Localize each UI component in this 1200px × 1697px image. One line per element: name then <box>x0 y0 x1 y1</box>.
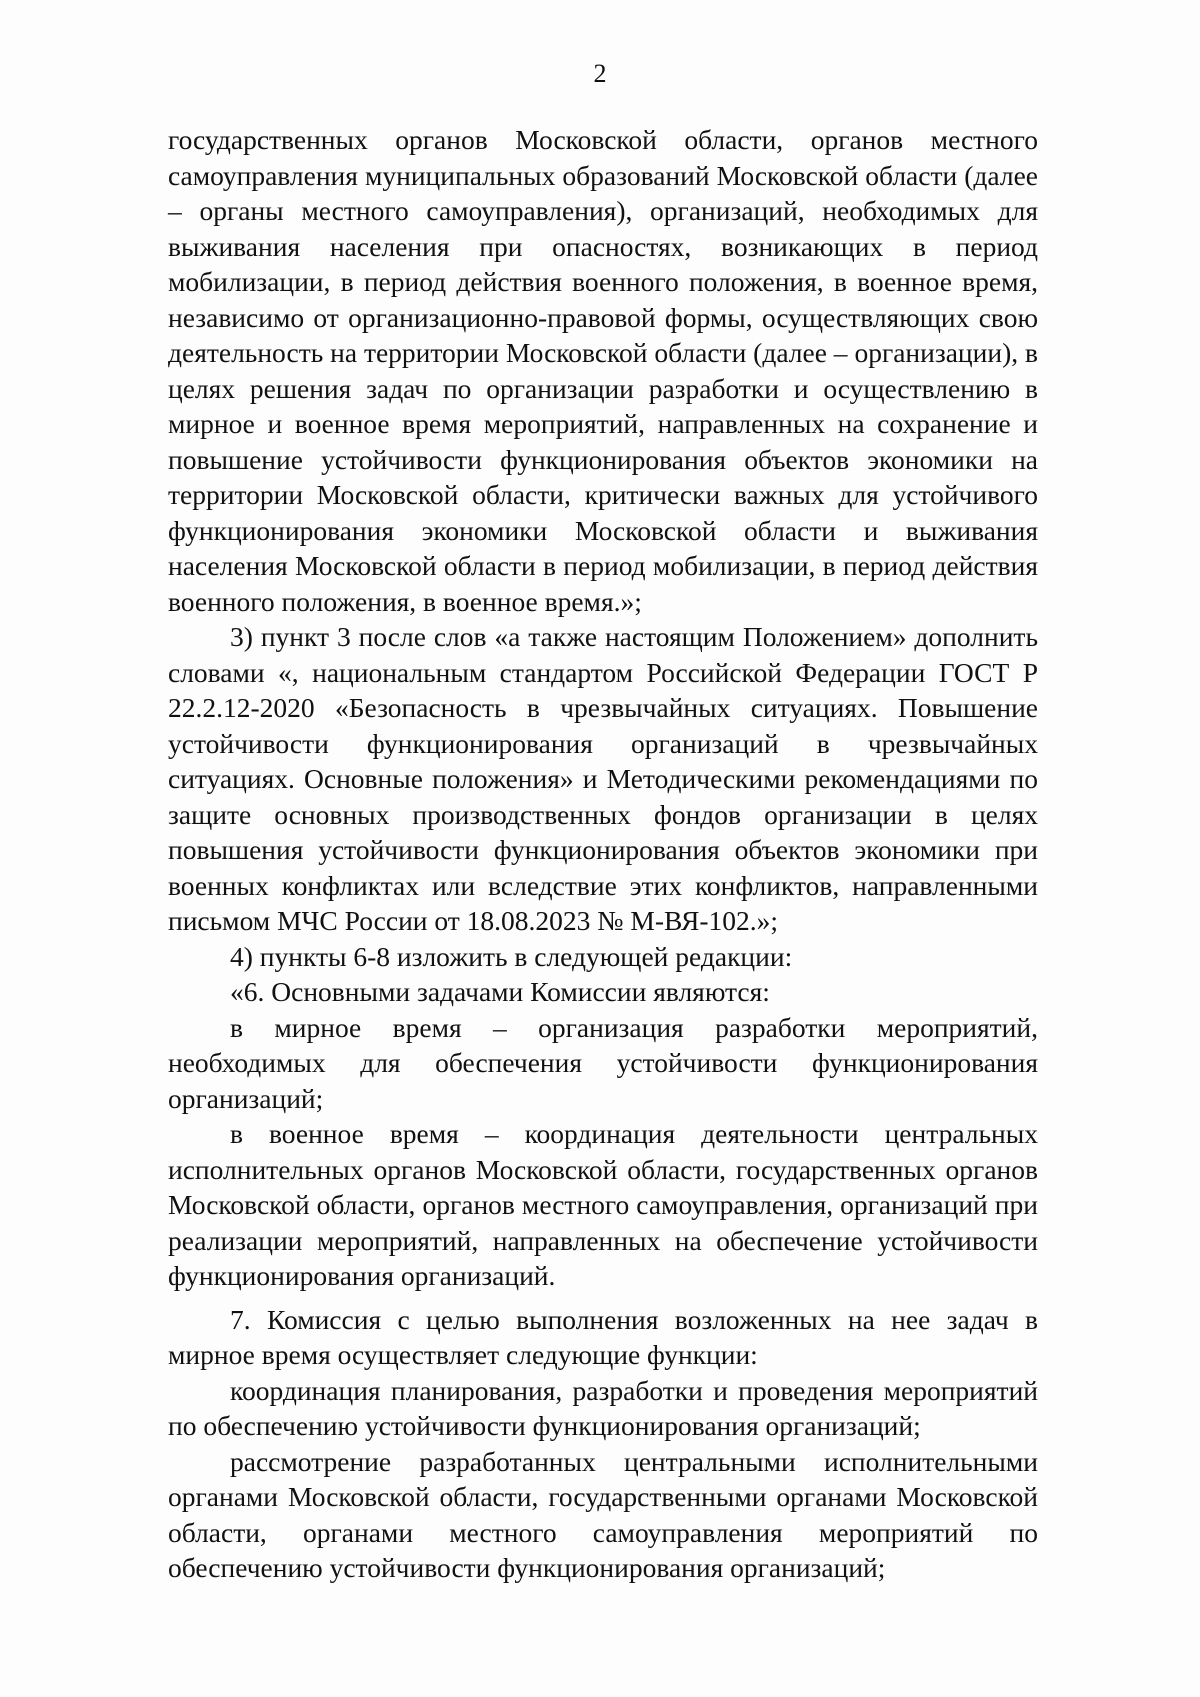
paragraph-function-review: рассмотрение разработанных центральными исполнительными органами Московской области, государственными органами Московской области, органами местного самоуправления мероприятий по обеспечению устойчивости функционирования организаций; <box>168 1445 1038 1583</box>
document-body <box>168 122 1038 1586</box>
paragraph-continuation: государственных органов Московской области, органов местного самоуправления муниципальных образований Московской области (далее – органы местного самоуправления), организаций, необходимых для выживания населения при опасностях, возникающих в период мобилизации, в период действия военного положения, в военное время, независимо от организационно-правовой формы, осуществляющих свою деятельность на территории Московской области (далее – организации), в целях решения задач по организации разработки и осуществлению в мирное и военное время мероприятий, направленных на сохранение и повышение устойчивости функционирования объектов экономики на территории Московской области, критически важных для устойчивого функционирования экономики Московской области и выживания населения Московской области в период мобилизации, в период действия военного положения, в военное время.»; <box>168 124 1038 617</box>
paragraph-item-4: 4) пункты 6-8 изложить в следующей редакции: <box>230 940 793 972</box>
paragraph-item-3: 3) пункт 3 после слов «а также настоящим Положением» дополнить словами «, национальным стандартом Российской Федерации ГОСТ Р 22.2.12-2020 «Безопасность в чрезвычайных ситуациях. Повышение устойчивости функционирования организаций в чрезвычайных ситуациях. Основные положения» и Методическими рекомендациями по защите основных производственных фондов организации в целях повышения устойчивости функционирования объектов экономики при военных конфликтах или вследствие этих конфликтов, направленными письмом МЧС России от 18.08.2023 № М-ВЯ-102.»; <box>168 621 1038 936</box>
paragraph-clause-6: «6. Основными задачами Комиссии являются: <box>230 976 770 1007</box>
page-number: 2 <box>593 59 607 88</box>
paragraph-peacetime-task: в мирное время – организация разработки мероприятий, необходимых для обеспечения устойчивости функционирования организаций; <box>168 1011 1038 1114</box>
paragraph-wartime-task: в военное время – координация деятельности центральных исполнительных органов Московской области, государственных органов Московской области, органов местного самоуправления, организаций при реализации мероприятий, направленных на обеспечение устойчивости функционирования организаций. <box>168 1118 1038 1291</box>
paragraph-function-coordination: координация планирования, разработки и проведения мероприятий по обеспечению устойчивости функционирования организаций; <box>168 1374 1038 1441</box>
paragraph-clause-7: 7. Комиссия с целью выполнения возложенных на нее задач в мирное время осуществляет следующие функции: <box>168 1303 1038 1370</box>
